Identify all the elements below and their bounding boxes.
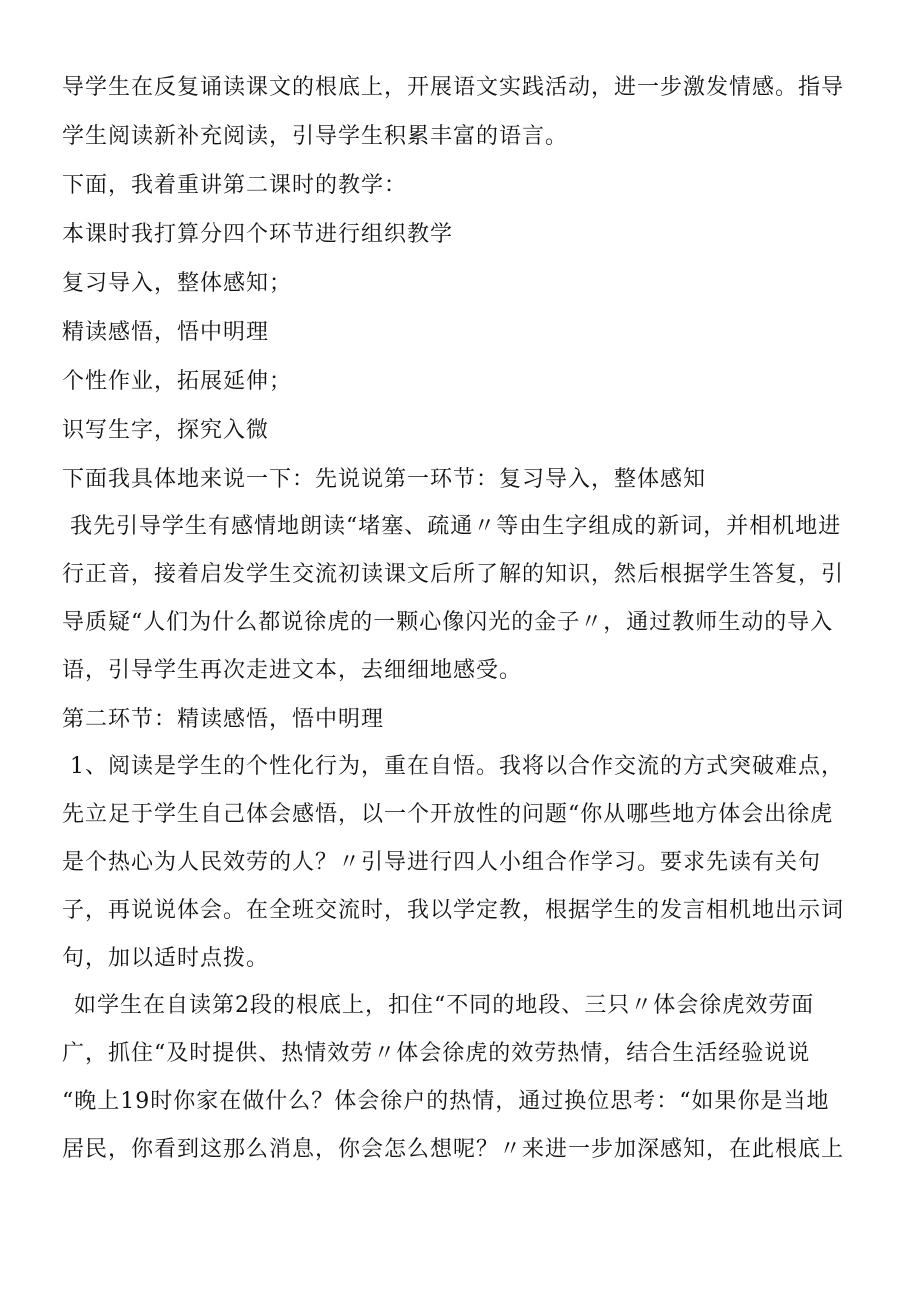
text-line: 先立足于学生自己体会感悟，以一个开放性的问题“你从哪些地方体会出徐虎: [62, 802, 834, 827]
text-line: 学生阅读新补充阅读，引导学生积累丰富的语言。: [62, 124, 569, 149]
text-line: “晚上19时你家在做什么？体会徐户的热情，通过换位思考：“如果你是当地: [62, 1089, 830, 1114]
text-line: 下面，我着重讲第二课时的教学：: [62, 173, 408, 198]
text-line: 子，再说说体会。在全班交流时，我以学定教，根据学生的发言相机地出示词: [62, 898, 845, 923]
text-line: 广，抓住“及时提供、热情效劳〃体会徐虎的效劳热情，结合生活经验说说: [62, 1041, 811, 1066]
text-line: 是个热心为人民效劳的人？〃引导进行四人小组合作学习。要求先读有关句: [62, 850, 822, 875]
text-line: 句，加以适时点拨。: [62, 946, 270, 971]
text-line: 导学生在反复诵读课文的根底上，开展语文实践活动，进一步激发情感。指导: [62, 75, 845, 100]
text-line: 我先引导学生有感情地朗读“堵塞、疏通〃等由生字组成的新词，并相机地进: [70, 514, 842, 539]
text-line: 个性作业，拓展延伸；: [62, 369, 293, 394]
text-line: 识写生字，探究入微: [62, 418, 270, 443]
text-line: 复习导入，整体感知；: [62, 271, 293, 296]
text-line: 导质疑“人们为什么都说徐虎的一颗心像闪光的金子〃，通过教师生动的导入: [62, 610, 834, 635]
text-line: 第二环节：精读感悟，悟中明理: [62, 707, 385, 732]
text-line: 如学生在自读第2段的根底上，扣住“不同的地段、三只〃体会徐虎效劳面: [74, 993, 815, 1018]
text-line: 语，引导学生再次走进文本，去细细地感受。: [62, 658, 523, 683]
text-line: 精读感悟，悟中明理: [62, 320, 270, 345]
text-line: 行正音，接着启发学生交流初读课文后所了解的知识，然后根据学生答复，引: [62, 562, 845, 587]
text-line: 本课时我打算分四个环节进行组织教学: [62, 222, 454, 247]
text-line: 下面我具体地来说一下：先说说第一环节：复习导入，整体感知: [62, 467, 707, 492]
text-line: 居民，你看到这那么消息，你会怎么想呢？〃来进一步加深感知，在此根底上: [62, 1137, 845, 1162]
text-line: 1、阅读是学生的个性化行为，重在自悟。我将以合作交流的方式突破难点，: [70, 754, 844, 779]
